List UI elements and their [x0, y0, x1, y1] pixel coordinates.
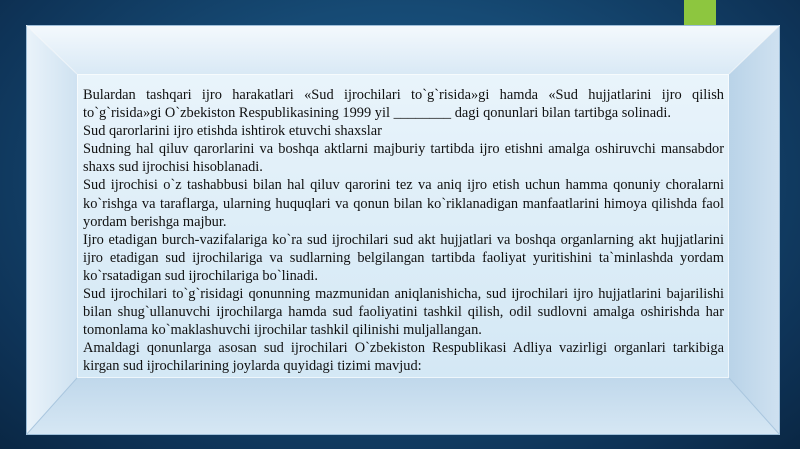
paragraph: Sud ijrochisi o`z tashabbusi bilan hal qiluv qarorini tez va aniq ijro etish uchun hamma qonuniy choralarni ko`rishga va taraflarga, ularning huquqlari va qonun bilan ko`riklanadigan manfaatlarini himoya qilishda faol yordam berishga majbur.: [83, 177, 724, 230]
paragraph: Bulardan tashqari ijro harakatlari «Sud ijrochilari to`g`risida»gi hamda «Sud hujjatlarini ijro qilish to`g`risida»gi O`zbekiston Respublikasining 1999 yil ________ dagi qonunlari bilan tartibga solinadi.: [83, 87, 724, 122]
accent-tab: [684, 0, 716, 25]
paragraph: Sud qarorlarini ijro etishda ishtirok etuvchi shaxslar: [83, 123, 382, 140]
paragraph: Sudning hal qiluv qarorlarini va boshqa aktlarni majburiy tartibda ijro etishni amalga oshiruvchi mansabdor shaxs sud ijrochisi hisoblanadi.: [83, 141, 724, 176]
body-text: [83, 86, 724, 376]
bevel-top: [26, 25, 780, 74]
paragraph: Sud ijrochilari to`g`risidagi qonunning mazmunidan aniqlanishicha, sud ijrochilari ijro hujjatlarini bajarilishi bilan shug`ullanuvchi ijrochilarga hamda sud faoliyatini tashkil qilish, odil sudlovni amalga oshirishda har tomonlama ko`maklashuvchi ijrochilar tashkil qilinishi muljallangan.: [83, 286, 724, 339]
bevel-right: [729, 25, 780, 435]
bevel-bottom: [26, 378, 780, 435]
paragraph: Ijro etadigan burch-vazifalariga ko`ra sud ijrochilari sud akt hujjatlari va boshqa organlarning akt hujjatlarini ijro etadigan sud ijrochilariga va sudlarning belgilangan tartibda faoliyat yuritishini ta`minlashda yordam ko`rsatadigan sud ijrochilariga bo`linadi.: [83, 231, 724, 284]
paragraph: Amaldagi qonunlarga asosan sud ijrochilari O`zbekiston Respublikasi Adliya vazirligi organlari tarkibiga kirgan sud ijrochilarining joylarda quyidagi tizimi mavjud:: [83, 340, 724, 375]
bevel-left: [26, 25, 77, 435]
